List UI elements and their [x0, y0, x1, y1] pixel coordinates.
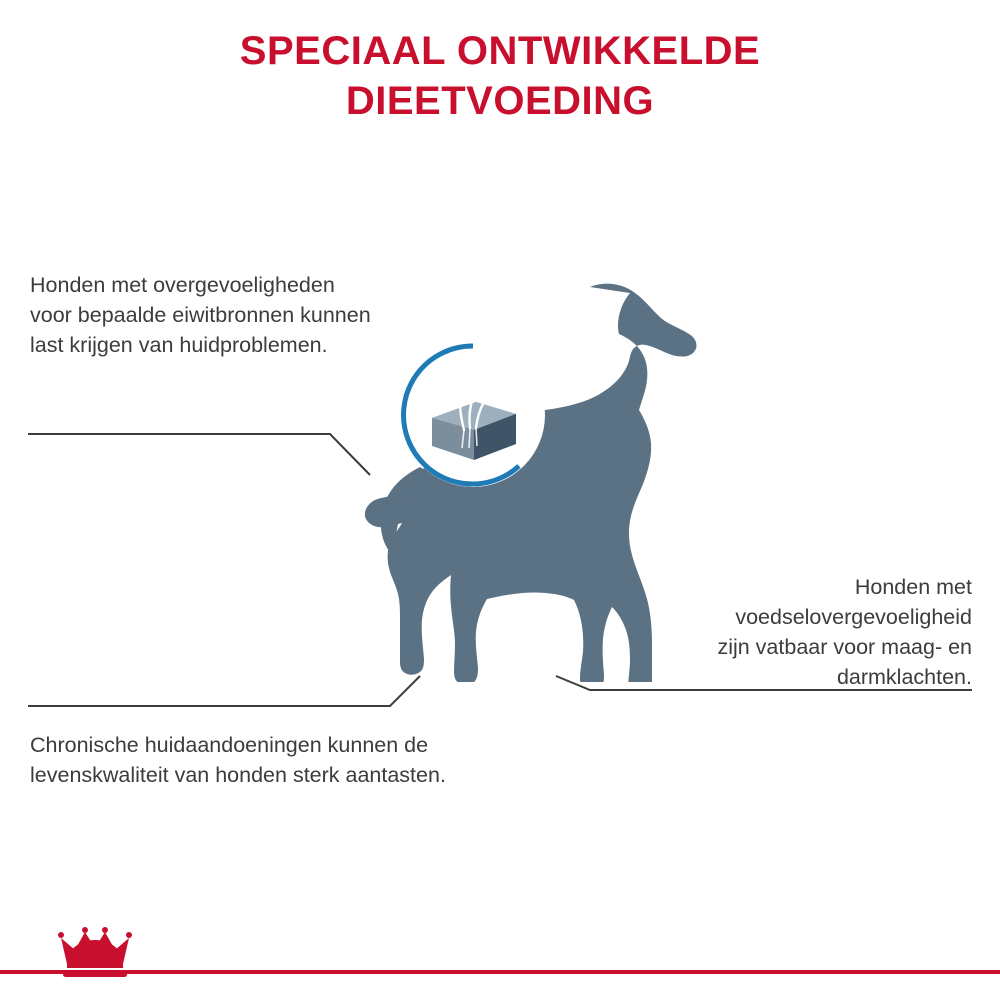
callout-skin-sensitivity: Honden met overgevoeligheden voor bepaalde eiwitbronnen kunnen last krijgen van huidproblemen. — [30, 273, 371, 357]
royal-canin-crown-logo — [55, 924, 195, 986]
skin-hair-follicle-illustration — [398, 340, 548, 490]
title-line-1: SPECIAAL ONTWIKKELDE — [239, 29, 761, 73]
footer — [0, 922, 1000, 1000]
title-line-2: DIEETVOEDING — [345, 79, 655, 123]
callout-digestive: Honden met voedselovergevoeligheid zijn vatbaar voor maag- en darmklachten. — [717, 575, 972, 689]
page-title — [0, 26, 1000, 126]
callout-chronic-skin: Chronische huidaandoeningen kunnen de levenskwaliteit van honden sterk aantasten. — [30, 733, 446, 787]
